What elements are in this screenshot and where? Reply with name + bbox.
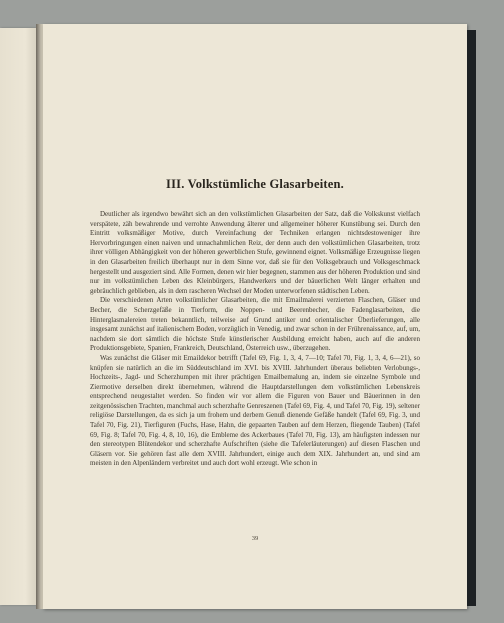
paragraph: Deutlicher als irgendwo bewährt sich an den volkstümlichen Glasarbeiten der Satz, daß die Volkskunst vielfach verspätete, zäh bewahrende und verrohte Anwendung älterer und allgemeiner höherer Kunstübung sei. Durch den Eintritt volksmäßiger Motive, durch Vereinfachung der Techniken erlangen nichtsdestoweniger ihre Hervorbringungen einen naiven und unnachahmlichen Reiz, der denn auch den volkstümlichen Glasarbeiten, trotz ihrer völligen Abhängigkeit von der höheren gewerblichen Stufe, gewinnend eignet. Volksmäßige Erzeugnisse liegen in den Glasarbeiten freilich überhaupt nur in dem Sinne vor, daß sie für den Volksgebrauch und Volksgeschmack hergestellt und ausgeziert sind. Alle Formen, denen wir hier begegnen, stammen aus der höheren Produktion und sind nur im volkstümlichen Leben des Kleinbürgers, Handwerkers und der bäuerlichen Welt länger erhalten und gebräuchlich geblieben, als in dem rascheren Wechsel der Moden unterworfenen städtischen Leben. [90, 210, 420, 295]
chapter-title: III. Volkstümliche Glasarbeiten. [166, 177, 344, 191]
left-page-edge [0, 28, 36, 605]
page-number: 39 [251, 535, 259, 542]
book-back-cover [467, 30, 476, 606]
book-gutter [36, 24, 43, 609]
body-text [90, 210, 420, 469]
right-page [43, 24, 467, 609]
paragraph: Was zunächst die Gläser mit Emaildekor betrifft (Tafel 69, Fig. 1, 3, 4, 7—10; Tafel 70, Fig. 1, 3, 4, 6—21), so knüpfen sie natürlich an die im Süddeutschland im XVI. bis XVIII. Jahrhundert überaus beliebten Verlobungs-, Hochzeits-, Jagd- und Scherzhumpen mit ihrer prächtigen Emailbemalung an, indem sie einzelne Symbole und Ziermotive derselben direkt übernehmen, während die Hauptdarstellungen dem volkstümlichen Lebenskreis entsprechend neugestaltet werden. So finden wir vor allem die Figuren von Bauer und Bäuerinnen in den zeitgenössischen Trachten, manchmal auch scherzhafte Genreszenen (Tafel 69, Fig. 4, und Tafel 70, Fig. 19), seltener religiöse Darstellungen, da es sich ja um frohem und derbem Genuß dienende Gefäße handelt (Tafel 69, Fig. 3, und Tafel 70, Fig. 21), Tierfiguren (Fuchs, Hase, Hahn, die gepaarten Tauben auf dem Herzen, fliegende Tauben) (Tafel 69, Fig. 8; Tafel 70, Fig. 4, 8, 10, 16), die Embleme des Ackerbaues (Tafel 70, Fig. 13), am häufigsten indessen nur den stereotypen Blütendekor und scherzhafte Aufschriften (siehe die Tafelerläuterungen) auf diesen Flaschen und Gläsern vor. Sie gehören fast alle dem XVIII. Jahrhundert, einige auch dem XIX. Jahrhundert an, und sind am meisten in den Alpenländern verbreitet und auch dort wohl erzeugt. Wie schon in [90, 353, 420, 468]
paragraph: Die verschiedenen Arten volkstümlicher Glasarbeiten, die mit Emailmalerei verzierten Flaschen, Gläser und Becher, die Scherzgefäße in Tierform, die Noppen- und Beerenbecher, die Fadenglasarbeiten, die Hinterglasmalereien treten bekanntlich, teilweise auf Grund antiker und orientalischer Überlieferungen, alle insgesamt zunächst auf italienischem Boden, vorzüglich in Venedig, und zwar schon in der Frührenaissance, auf, um, nachdem sie dort sämtlich die höchste Stufe künstlerischer Ausbildung erreicht haben, auch auf die anderen Produktionsgebiete, Spanien, Frankreich, Deutschland, Österreich usw., überzugehen. [90, 296, 420, 353]
